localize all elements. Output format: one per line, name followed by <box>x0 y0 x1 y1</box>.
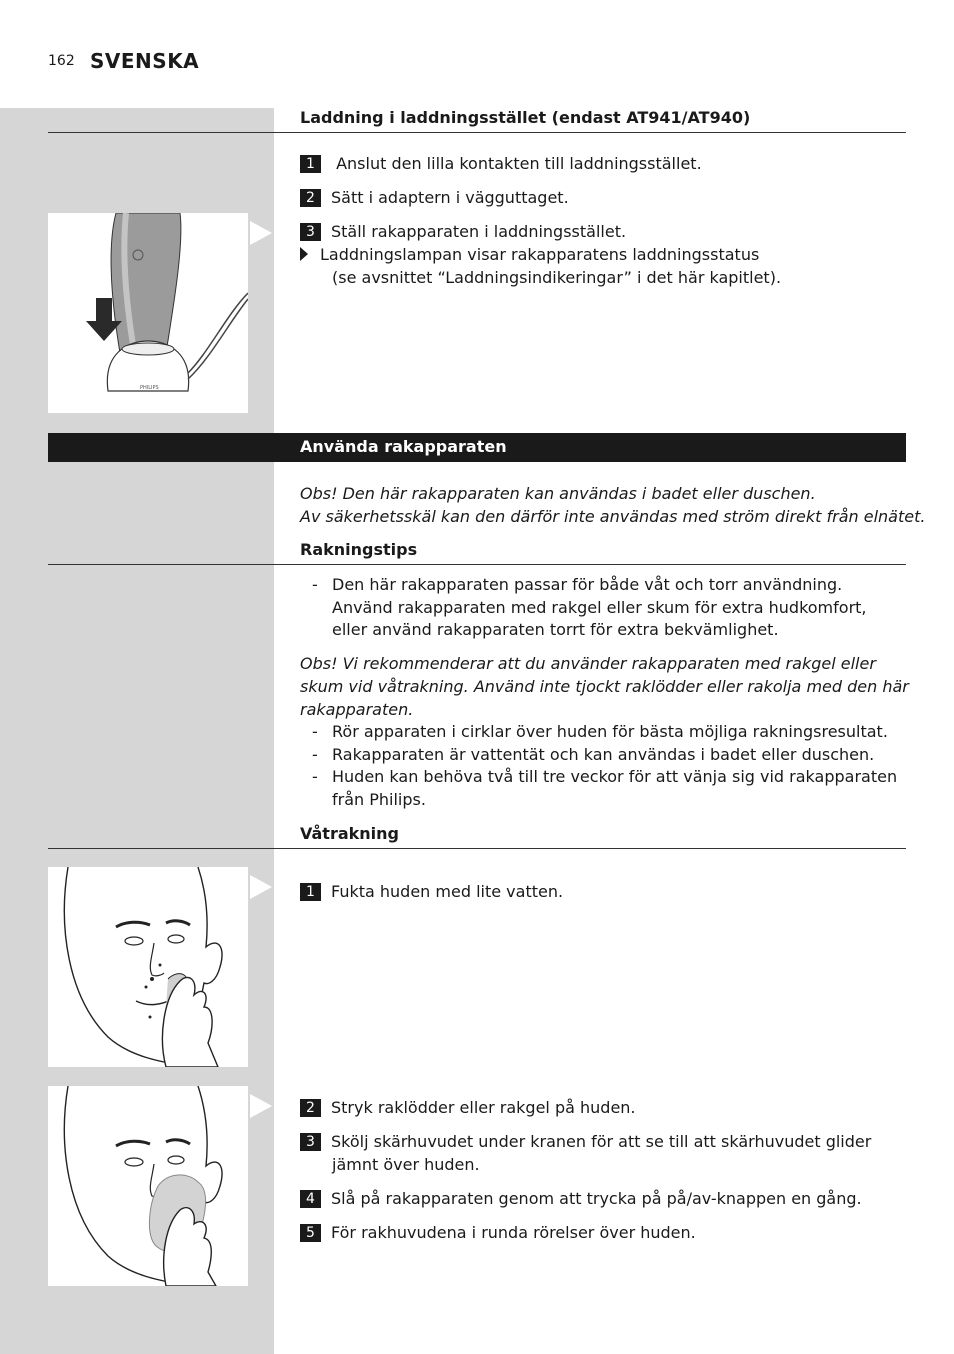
using-note-line-1: Obs! Den här rakapparaten kan användas i badet eller duschen. <box>300 484 816 503</box>
wet-step-1 <box>300 881 563 903</box>
result-line-2: (se avsnittet “Laddningsindikeringar” i det här kapitlet). <box>332 268 782 287</box>
wet-step-3 <box>300 1131 871 1153</box>
wet-step-4 <box>300 1188 862 1210</box>
language-title: SVENSKA <box>90 49 200 73</box>
charging-heading: Laddning i laddningsstället (endast AT941/AT940) <box>300 108 751 127</box>
step-text-cont: jämnt över huden. <box>332 1155 480 1174</box>
step-number: 2 <box>300 1099 321 1117</box>
figure-pointer <box>250 875 272 899</box>
wet-rule <box>48 848 906 849</box>
charging-step-3 <box>300 221 626 243</box>
figure-pointer <box>250 1094 272 1118</box>
charging-result <box>300 244 759 266</box>
tips-intro-list <box>300 574 867 642</box>
step-number: 1 <box>300 155 321 173</box>
wet-step-2 <box>300 1097 636 1119</box>
result-line-1: Laddningslampan visar rakapparatens laddningsstatus <box>320 245 760 264</box>
step-text: Ställ rakapparaten i laddningsstället. <box>331 222 627 241</box>
figure-brand: PHILIPS <box>140 385 159 391</box>
list-item: - Den här rakapparaten passar för både våt och torr användning. <box>312 575 843 594</box>
step-number: 4 <box>300 1190 321 1208</box>
face-foam-illustration <box>48 1086 248 1286</box>
charging-step-2 <box>300 187 569 209</box>
list-item-cont: Använd rakapparaten med rakgel eller skum för extra hudkomfort, <box>332 597 867 617</box>
list-item: - Rör apparaten i cirklar över huden för bästa möjliga rakningsresultat. <box>312 722 888 741</box>
using-heading: Använda rakapparaten <box>300 437 507 456</box>
step-text: Skölj skärhuvudet under kranen för att se till att skärhuvudet glider <box>331 1132 872 1151</box>
page-number: 162 <box>48 53 75 69</box>
step-text: Sätt i adaptern i vägguttaget. <box>331 188 569 207</box>
using-note-line-2: Av säkerhetsskäl kan den därför inte användas med ström direkt från elnätet. <box>300 507 926 526</box>
charging-rule <box>48 132 906 133</box>
step-text: För rakhuvudena i runda rörelser över huden. <box>331 1223 696 1242</box>
figure-pointer <box>250 221 272 245</box>
result-arrow-icon <box>300 247 308 261</box>
tips-list <box>300 721 897 811</box>
list-item: - Huden kan behöva två till tre veckor för att vänja sig vid rakapparaten <box>312 767 898 786</box>
tips-heading: Rakningstips <box>300 540 418 559</box>
charging-stand-illustration <box>48 213 248 413</box>
step-text: Anslut den lilla kontakten till laddningsstället. <box>331 154 702 173</box>
tips-rule <box>48 564 906 565</box>
list-item-cont: från Philips. <box>332 789 426 809</box>
step-text: Fukta huden med lite vatten. <box>331 882 564 901</box>
step-text: Slå på rakapparaten genom att trycka på på/av-knappen en gång. <box>331 1189 862 1208</box>
list-item: - Rakapparaten är vattentät och kan användas i badet eller duschen. <box>312 744 875 764</box>
wet-step-3-cont <box>300 1154 480 1176</box>
step-number: 5 <box>300 1224 321 1242</box>
charging-result-cont <box>300 267 781 289</box>
tips-note-line-2: skum vid våtrakning. Använd inte tjockt raklödder eller rakolja med den här <box>300 677 909 696</box>
step-number: 3 <box>300 223 321 241</box>
tips-note-line-1: Obs! Vi rekommenderar att du använder rakapparaten med rakgel eller <box>300 654 876 673</box>
tips-note-line-3: rakapparaten. <box>300 700 414 719</box>
charging-step-1 <box>300 153 702 175</box>
list-item-cont: eller använd rakapparaten torrt för extra bekvämlighet. <box>332 620 779 639</box>
wet-step-5 <box>300 1222 696 1244</box>
step-number: 3 <box>300 1133 321 1151</box>
step-text: Stryk raklödder eller rakgel på huden. <box>331 1098 636 1117</box>
wet-heading: Våtrakning <box>300 824 399 843</box>
step-number: 1 <box>300 883 321 901</box>
face-wetting-illustration <box>48 867 248 1067</box>
step-number: 2 <box>300 189 321 207</box>
